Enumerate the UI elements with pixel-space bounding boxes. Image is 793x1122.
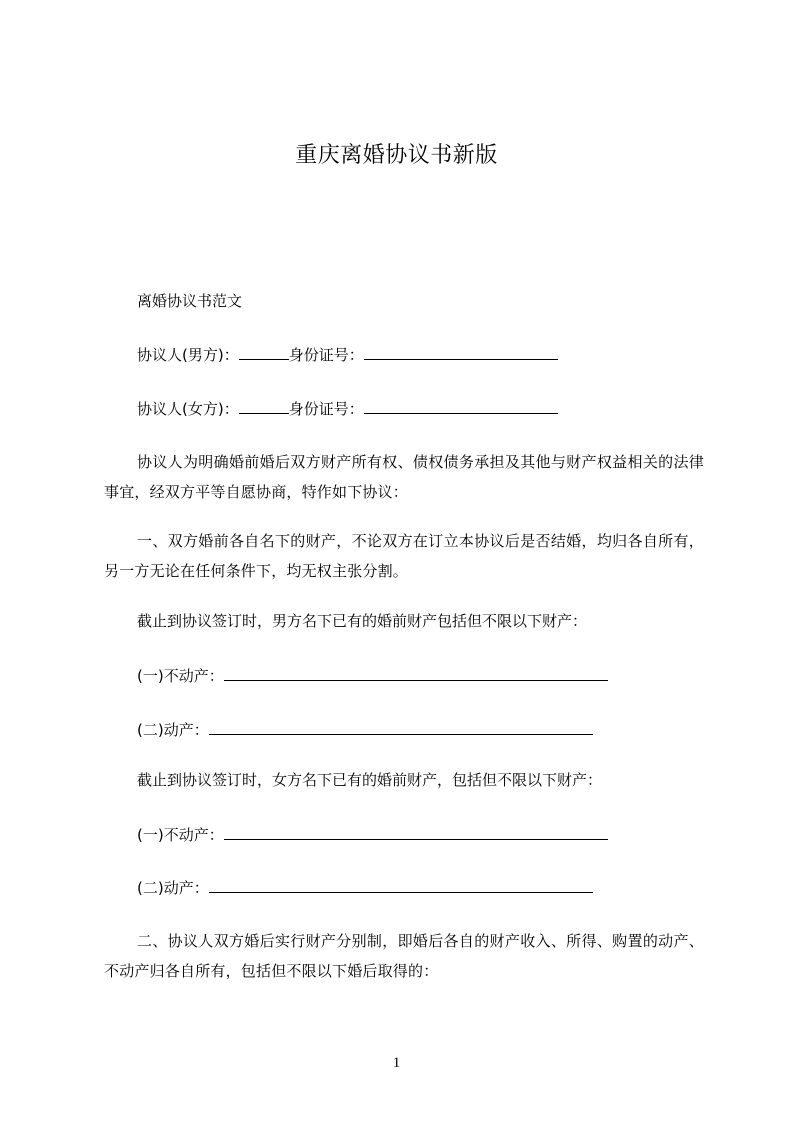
document-title: 重庆离婚协议书新版	[295, 143, 498, 168]
male-id-blank	[364, 344, 558, 360]
document-subtitle: 离婚协议书范文	[137, 292, 243, 310]
female-real-estate-blank	[224, 824, 608, 840]
male-id-label: 身份证号：	[288, 346, 364, 364]
clause-one-paragraph: 一、双方婚前各自名下的财产，不论双方在订立本协议后是否结婚，均归各自所有，另一方无论在任何条件下，均无权主张分割。	[104, 532, 704, 580]
page-number: 1	[392, 1055, 401, 1071]
male-real-estate-label: (一)不动产：	[137, 667, 224, 685]
female-real-estate-label: (一)不动产：	[137, 826, 224, 844]
intro-paragraph: 协议人为明确婚前婚后双方财产所有权、债权债务承担及其他与财产权益相关的法律事宜，经双方平等自愿协商，特作如下协议：	[104, 453, 704, 501]
clause-two-paragraph: 二、协议人双方婚后实行财产分别制，即婚后各自的财产收入、所得、购置的动产、不动产归各自所有，包括但不限以下婚后取得的：	[104, 932, 704, 980]
male-real-estate-blank	[224, 665, 608, 681]
female-name-blank	[239, 398, 289, 414]
female-id-blank	[364, 398, 558, 414]
female-movable-label: (二)动产：	[137, 879, 209, 897]
male-assets-intro: 截止到协议签订时，男方名下已有的婚前财产包括但不限以下财产：	[137, 612, 588, 630]
female-real-estate-line	[137, 824, 608, 845]
female-id-label: 身份证号：	[288, 400, 364, 418]
female-assets-intro: 截止到协议签订时，女方名下已有的婚前财产，包括但不限以下财产：	[137, 771, 603, 789]
female-movable-line	[137, 877, 593, 898]
female-party-label: 协议人(女方)：	[137, 400, 239, 418]
female-party-line	[137, 398, 558, 419]
male-name-blank	[239, 344, 289, 360]
male-party-line	[137, 344, 558, 365]
male-movable-blank	[209, 719, 593, 735]
male-party-label: 协议人(男方)：	[137, 346, 239, 364]
male-real-estate-line	[137, 665, 608, 686]
male-movable-label: (二)动产：	[137, 721, 209, 739]
male-movable-line	[137, 719, 593, 740]
female-movable-blank	[209, 877, 593, 893]
